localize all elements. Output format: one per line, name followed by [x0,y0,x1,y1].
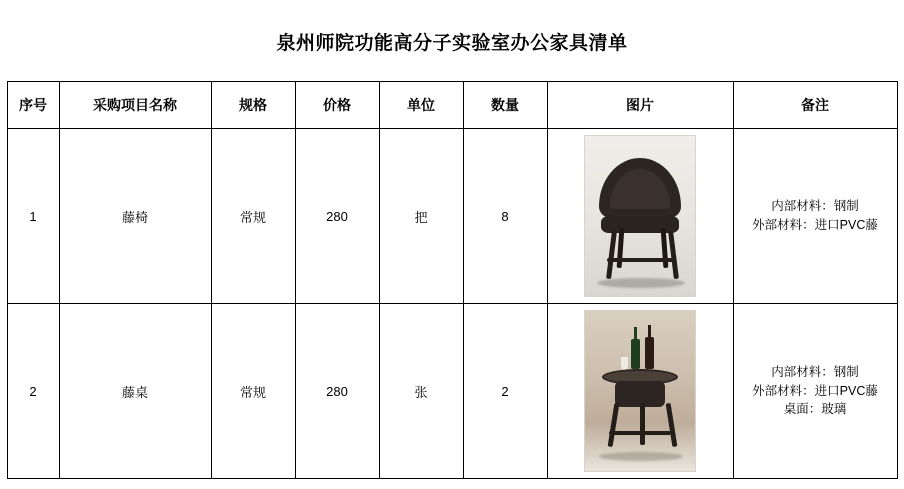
column-header-no: 序号 [7,82,59,129]
table-leg-left [608,403,620,447]
column-header-unit: 单位 [379,82,463,129]
remark-line: 内部材料：钢制 [771,199,859,214]
cell-no: 2 [7,304,59,479]
table-row [7,129,897,304]
page-title: 泉州师院功能高分子实验室办公家具清单 [276,33,628,54]
cell-price: 280 [295,129,379,304]
cell-spec: 常规 [211,304,295,479]
remark-line: 外部材料：进口PVC藤 [752,383,878,398]
column-header-qty: 数量 [463,82,547,129]
cell-remark [733,129,897,304]
cell-unit: 把 [379,129,463,304]
cell-image [547,129,733,304]
wine-bottle [645,337,654,369]
chair-backrest [599,158,681,220]
wine-bottle [631,339,640,369]
column-header-price: 价格 [295,82,379,129]
wine-glass [621,357,628,370]
column-header-remark: 备注 [733,82,897,129]
remark-line: 外部材料：进口PVC藤 [752,218,878,232]
column-header-spec: 规格 [211,82,295,129]
cell-price: 280 [295,304,379,479]
table-header-row [7,82,897,129]
column-header-image: 图片 [547,82,733,129]
cell-remark [733,304,897,479]
cell-spec: 常规 [211,129,295,304]
cell-image [547,304,733,479]
remark-text [735,193,896,239]
chair-leg-front-right [668,231,679,279]
cell-no: 1 [7,129,59,304]
chair-footrail [607,258,675,262]
chair-leg-back-left [617,228,625,268]
rattan-chair-photo [584,135,696,297]
chair-leg-front-left [606,231,617,279]
table-row [7,304,897,479]
remark-line: 桌面：玻璃 [783,402,847,417]
chair-shadow [597,278,685,288]
cell-name: 藤桌 [59,304,211,479]
cell-qty: 2 [463,304,547,479]
table-footrail [609,431,671,435]
table-leg-right [666,403,678,447]
cell-unit: 张 [379,304,463,479]
chair-leg-back-right [661,228,669,268]
remark-text [735,359,896,423]
remark-line: 内部材料：钢制 [771,364,859,379]
table-shadow [599,452,683,461]
cell-qty: 8 [463,129,547,304]
furniture-inventory-table [7,81,898,479]
table-leg-middle [640,403,645,445]
column-header-name: 采购项目名称 [59,82,211,129]
rattan-table-photo [584,310,696,472]
cell-name: 藤椅 [59,129,211,304]
